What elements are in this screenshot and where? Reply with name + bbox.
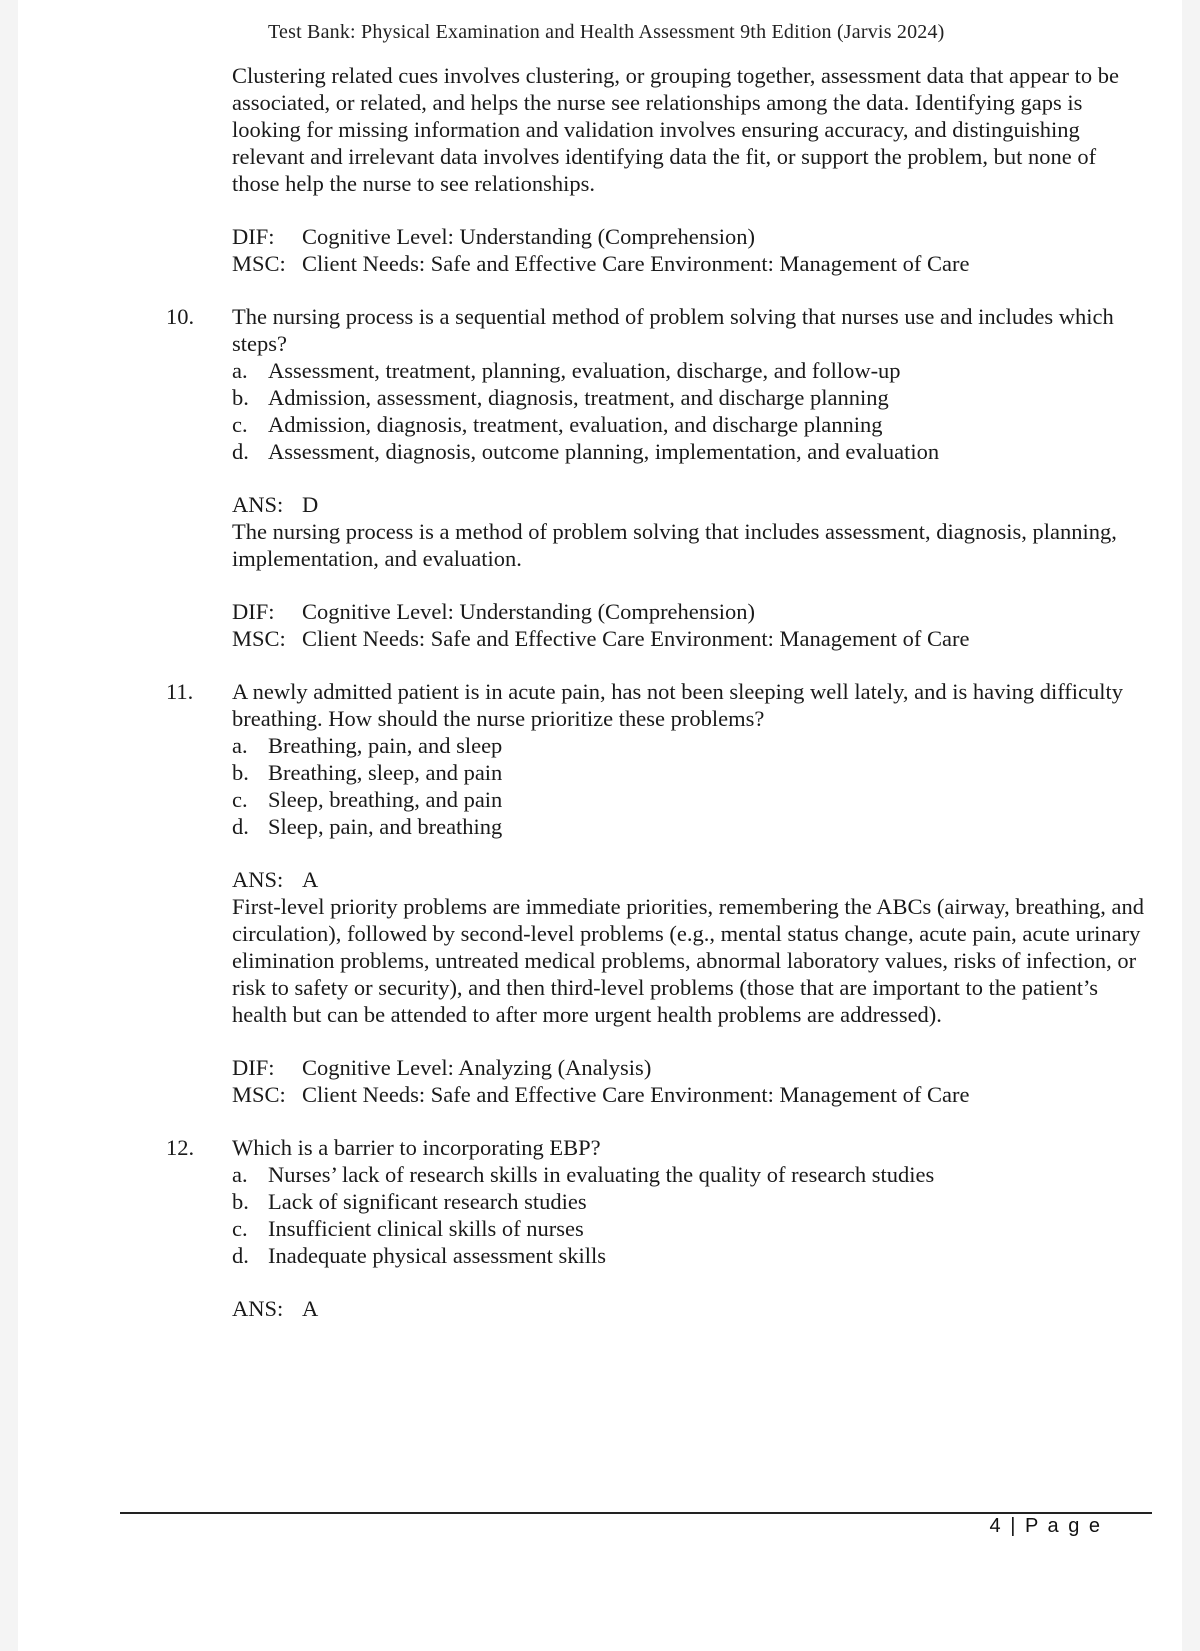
running-header <box>268 21 1028 50</box>
intro-meta <box>232 223 1146 277</box>
rationale: First-level priority problems are immediate priorities, remembering the ABCs (airway, breathing, and circulation), followed by second-level problems (e.g., mental status change, acute pain, acute urinary elimination problems, untreated medical problems, abnormal laboratory values, risks of infection, or risk to safety or security), and then third-level problems (those that are important to the patient’s health but can be attended to after more urgent health problems are addressed). <box>232 894 1145 1027</box>
ans-value: A <box>302 867 319 892</box>
question-10 <box>166 303 1146 652</box>
ans-label: ANS: <box>232 492 284 517</box>
option-c: c. Admission, diagnosis, treatment, evaluation, and discharge planning <box>232 412 883 437</box>
question-meta <box>232 1054 1146 1108</box>
answer <box>232 866 1146 893</box>
page-number: 4 | P a g e <box>989 1515 1102 1537</box>
option-b: b. Admission, assessment, diagnosis, treatment, and discharge planning <box>232 385 889 410</box>
question-stem: A newly admitted patient is in acute pain, has not been sleeping well lately, and is having difficulty breathing. How should the nurse prioritize these problems? <box>232 679 1124 731</box>
question-12 <box>166 1134 1146 1322</box>
dif-value: Cognitive Level: Understanding (Comprehension) <box>302 224 756 249</box>
answer <box>232 491 1146 518</box>
msc-value: Client Needs: Safe and Effective Care Environment: Management of Care <box>302 1082 970 1107</box>
ans-value: D <box>302 492 319 517</box>
ans-value: A <box>302 1296 319 1321</box>
dif-value: Cognitive Level: Understanding (Comprehension) <box>302 599 756 624</box>
msc-value: Client Needs: Safe and Effective Care Environment: Management of Care <box>302 251 970 276</box>
option-d: d. Sleep, pain, and breathing <box>232 814 503 839</box>
running-header-text: Test Bank: Physical Examination and Health Assessment 9th Edition (Jarvis 2024) <box>268 21 945 43</box>
options-list <box>232 732 1146 840</box>
rationale: The nursing process is a method of problem solving that includes assessment, diagnosis, planning, implementation, and evaluation. <box>232 519 1117 571</box>
option-a: a. Breathing, pain, and sleep <box>232 733 503 758</box>
dif-label: DIF: <box>232 599 275 624</box>
option-b: b. Lack of significant research studies <box>232 1189 587 1214</box>
option-a: a. Nurses’ lack of research skills in evaluating the quality of research studies <box>232 1162 935 1187</box>
msc-label: MSC: <box>232 626 286 651</box>
option-c: c. Insufficient clinical skills of nurses <box>232 1216 584 1241</box>
msc-label: MSC: <box>232 1082 286 1107</box>
msc-label: MSC: <box>232 251 286 276</box>
document-page <box>18 0 1182 1651</box>
options-list <box>232 1161 1146 1269</box>
option-b: b. Breathing, sleep, and pain <box>232 760 503 785</box>
question-stem: The nursing process is a sequential method of problem solving that nurses use and includes which steps? <box>232 304 1114 356</box>
dif-label: DIF: <box>232 1055 275 1080</box>
option-d: d. Assessment, diagnosis, outcome planning, implementation, and evaluation <box>232 439 940 464</box>
question-number: 12. <box>166 1135 195 1160</box>
document-body <box>166 62 1146 1322</box>
option-a: a. Assessment, treatment, planning, evaluation, discharge, and follow-up <box>232 358 901 383</box>
option-d: d. Inadequate physical assessment skills <box>232 1243 607 1268</box>
ans-label: ANS: <box>232 1296 284 1321</box>
intro-rationale: Clustering related cues involves clustering, or grouping together, assessment data that appear to be associated, or related, and helps the nurse see relationships among the data. Identifying gaps is looking for missing information and validation involves ensuring accuracy, and distinguishing relevant and irrelevant data involves identifying data the fit, or support the problem, but none of those help the nurse to see relationships. <box>232 63 1119 196</box>
question-number: 11. <box>166 679 194 704</box>
question-11 <box>166 678 1146 1108</box>
question-meta <box>232 598 1146 652</box>
question-number: 10. <box>166 304 195 329</box>
options-list <box>232 357 1146 465</box>
question-stem: Which is a barrier to incorporating EBP? <box>232 1135 601 1160</box>
option-c: c. Sleep, breathing, and pain <box>232 787 503 812</box>
msc-value: Client Needs: Safe and Effective Care Environment: Management of Care <box>302 626 970 651</box>
footer-divider <box>120 1512 1152 1514</box>
dif-label: DIF: <box>232 224 275 249</box>
ans-label: ANS: <box>232 867 284 892</box>
dif-value: Cognitive Level: Analyzing (Analysis) <box>302 1055 652 1080</box>
answer <box>232 1295 1146 1322</box>
